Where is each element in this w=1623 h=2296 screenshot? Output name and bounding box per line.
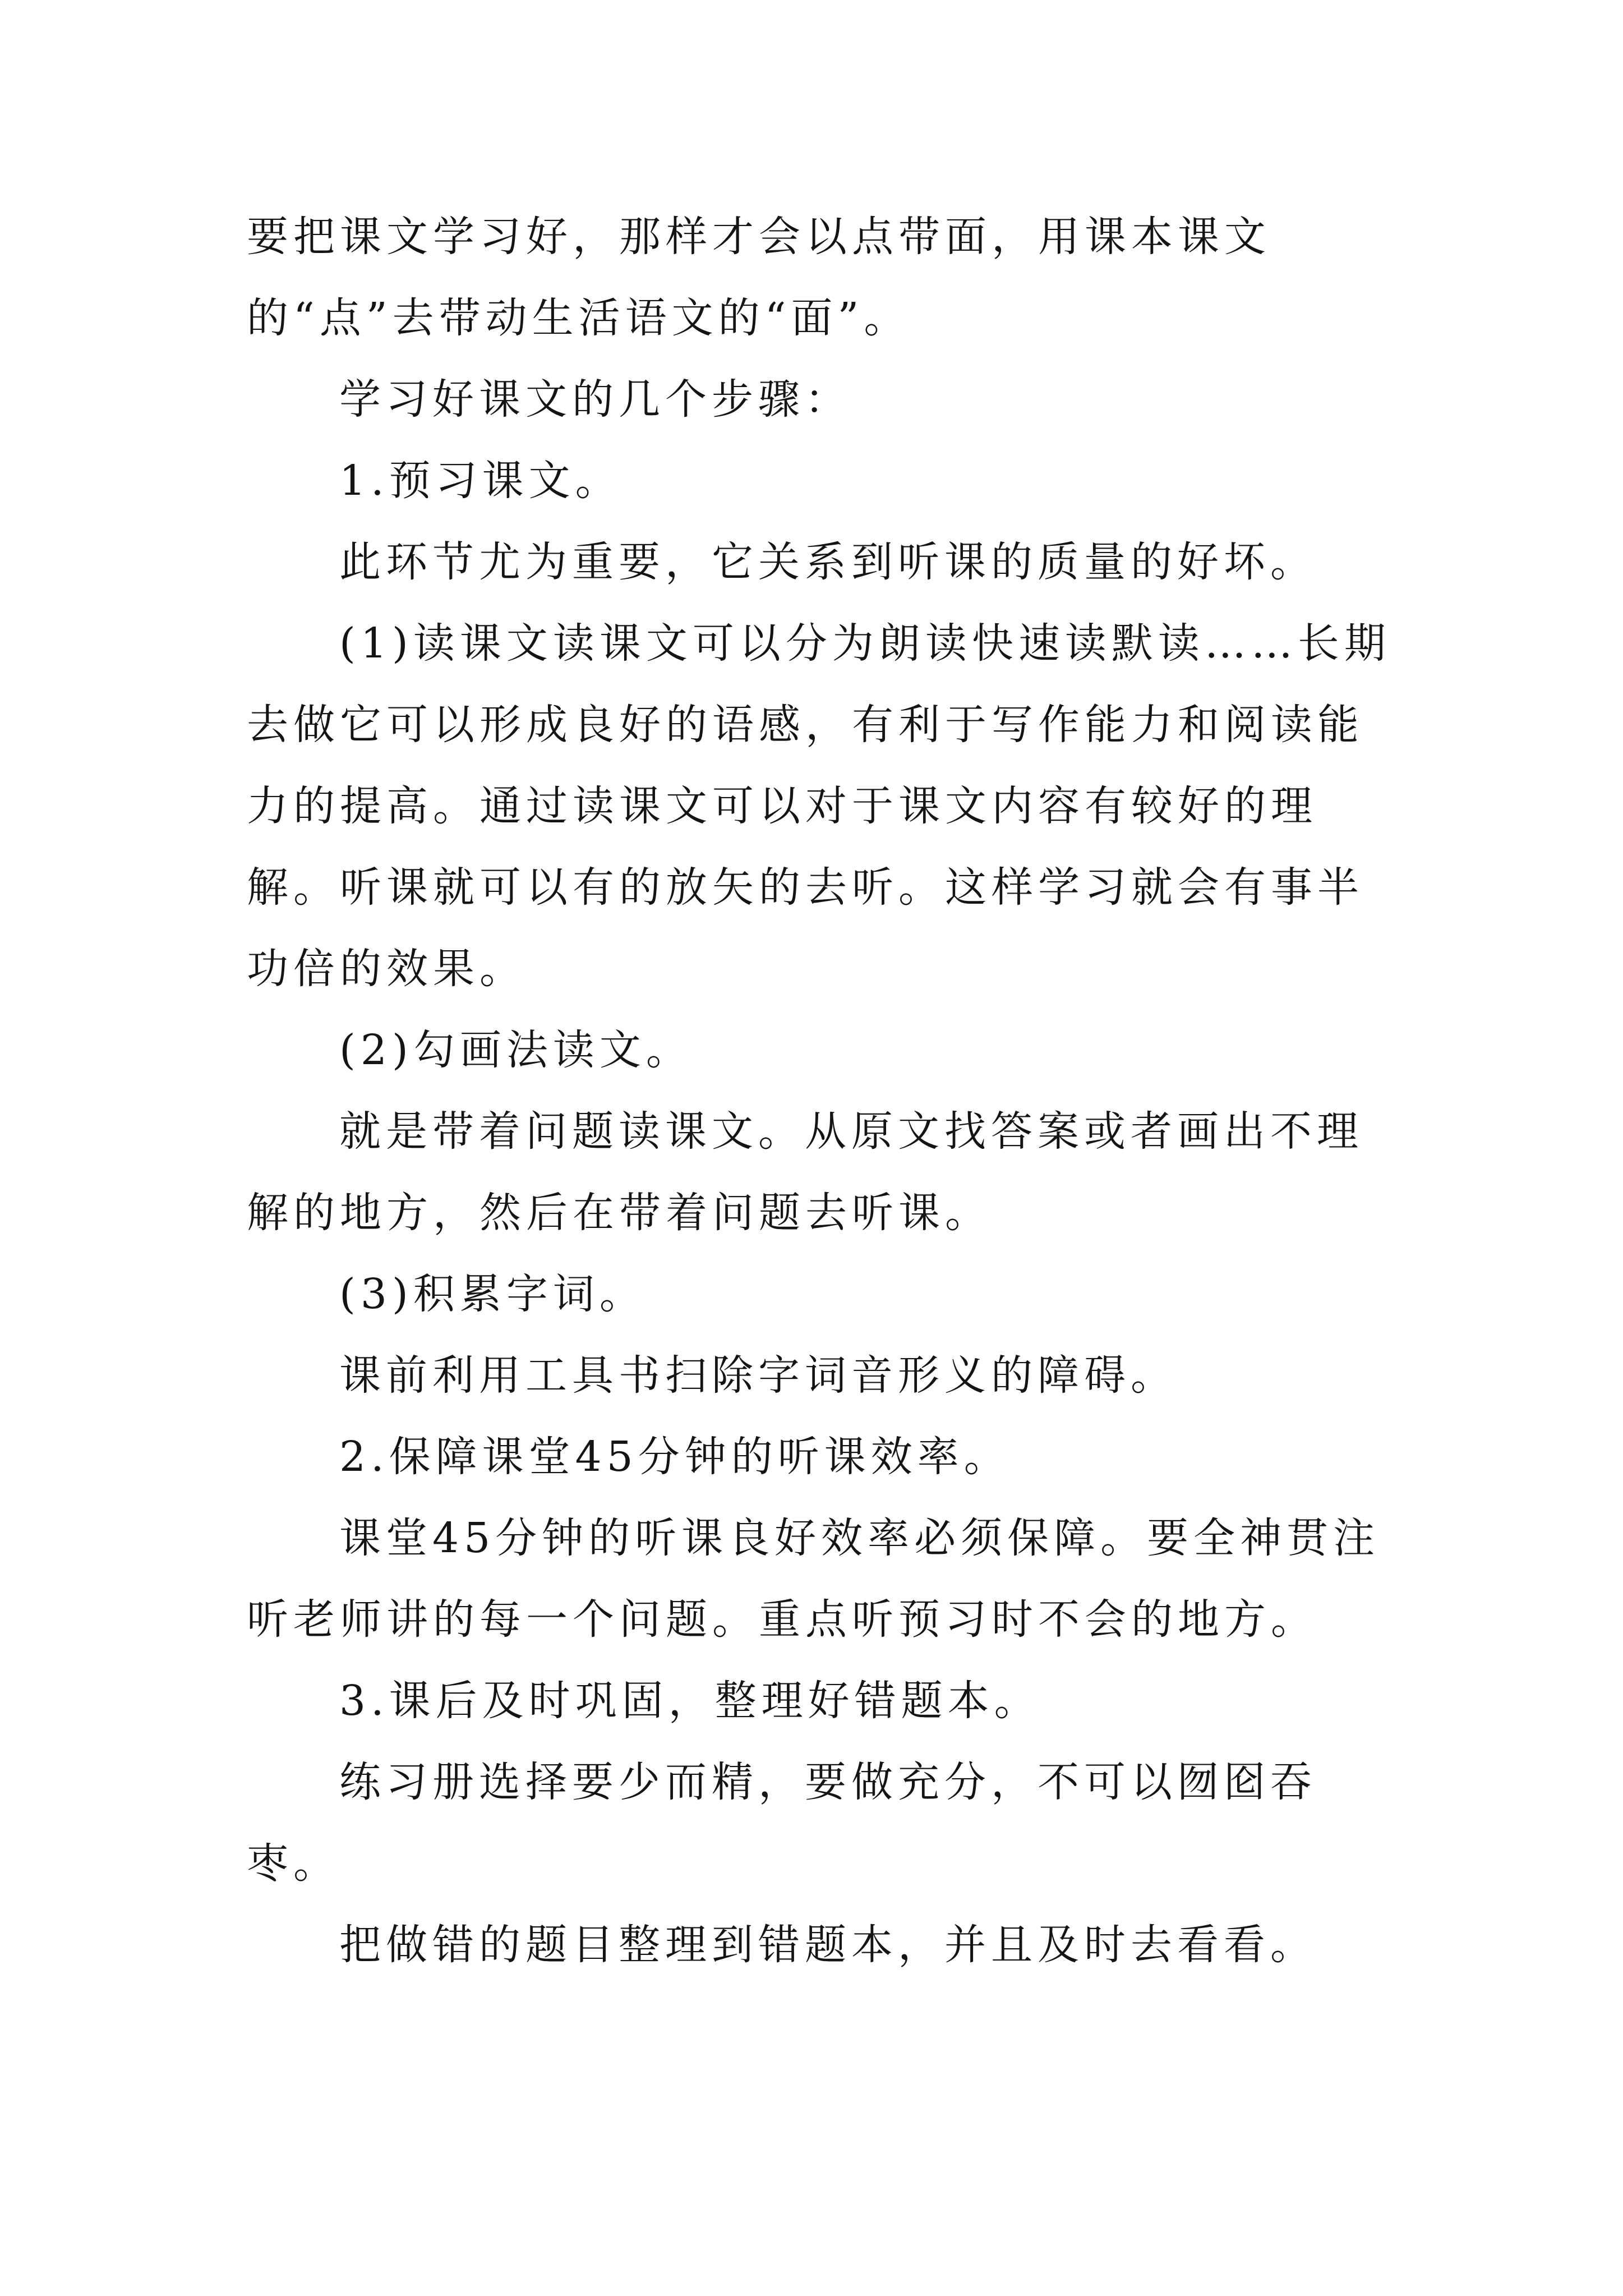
paragraph-step3-error-book: 把做错的题目整理到错题本，并且及时去看看。 (339, 1921, 1317, 1969)
document-body (247, 196, 1391, 1986)
paragraph-step1-title: 1.预习课文。 (339, 457, 622, 505)
paragraph-step3-title: 3.课后及时巩固，整理好错题本。 (339, 1677, 1041, 1725)
paragraph-annotate-title: (2)勾画法读文。 (339, 1026, 693, 1074)
paragraph-step2-title: 2.保障课堂45分钟的听课效率。 (339, 1433, 1011, 1481)
paragraph-step2-body: 课堂45分钟的听课良好效率必须保障。要全神贯注听老师讲的每一个问题。重点听预习时不会的地方。 (247, 1514, 1380, 1644)
paragraph-vocab-body: 课前利用工具书扫除字词音形义的障碍。 (339, 1351, 1177, 1400)
paragraph-step1-importance: 此环节尤为重要，它关系到听课的质量的好坏。 (339, 538, 1317, 586)
paragraph-read-text: (1)读课文读课文可以分为朗读快速读默读……长期去做它可以形成良好的语感，有利于写作能力和阅读能力的提高。通过读课文可以对于课文内容有较好的理解。听课就可以有的放矢的去听。这样学习就会有事半功倍的效果。 (247, 619, 1391, 993)
paragraph-annotate-body: 就是带着问题读课文。从原文找答案或者画出不理解的地方，然后在带着问题去听课。 (247, 1107, 1363, 1237)
paragraph-steps-heading: 学习好课文的几个步骤： (339, 375, 851, 424)
paragraph-step3-workbook: 练习册选择要少而精，要做充分，不可以囫囵吞枣。 (247, 1758, 1317, 1888)
paragraph-intro-continuation: 要把课文学习好，那样才会以点带面，用课本课文的“点”去带动生活语文的“面”。 (247, 213, 1271, 342)
paragraph-vocab-title: (3)积累字词。 (339, 1270, 646, 1318)
